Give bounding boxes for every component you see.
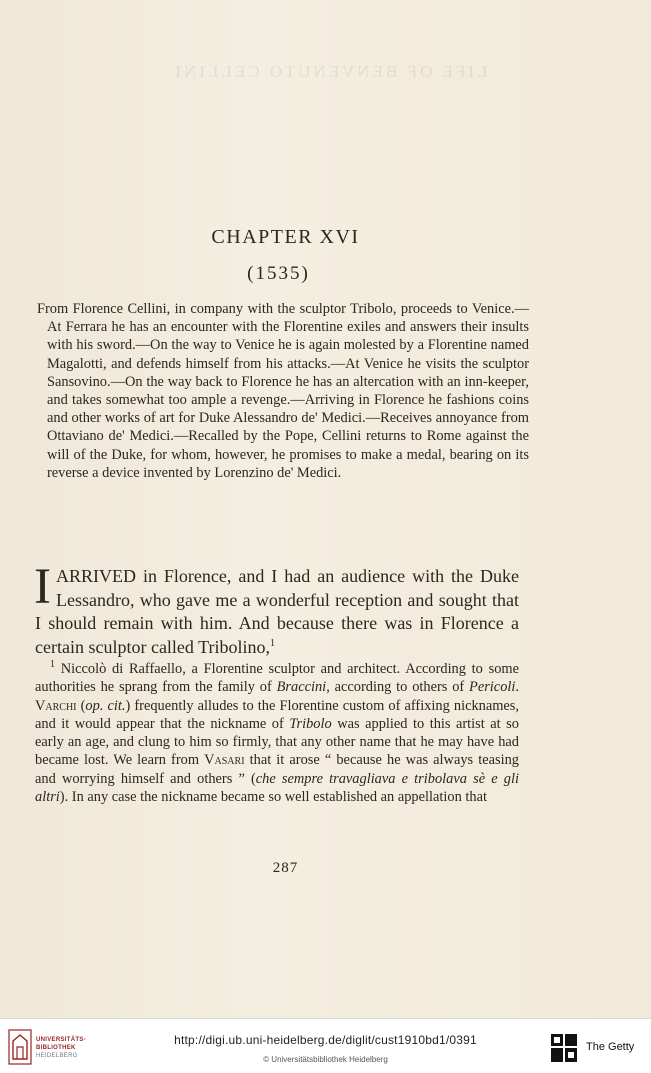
footnote-italic: che sempre travagliava e tribolava sè e gli altri <box>35 770 519 806</box>
footnote-text: that it arose “ because he was always teasing and worrying himself and others ” ( <box>35 752 519 787</box>
footnote-author: Varchi <box>35 697 77 714</box>
footnote-italic: Pericoli <box>469 679 516 696</box>
footnote <box>35 660 519 806</box>
getty-logo-icon[interactable] <box>550 1033 578 1063</box>
footnote-italic: op. cit. <box>85 697 126 714</box>
footnote-text: ( <box>76 697 86 714</box>
institution-line: BIBLIOTHEK <box>36 1045 76 1051</box>
chapter-year: (1535) <box>247 263 310 284</box>
footnote-italic: Braccini <box>276 679 327 696</box>
footnote-reference: 1 <box>269 637 275 649</box>
footnote-text: Niccolò di Raffaello, a Florentine sculptor and architect. According to some authorities he sprang from the family of <box>35 661 519 696</box>
footnote-author: Vasari <box>204 752 245 769</box>
footnote-text: ) frequently alludes to the Florentine custom of affixing nicknames, and it would appear that the nickname of <box>35 697 520 732</box>
copyright-notice: © Universitätsbibliothek Heidelberg <box>263 1055 388 1064</box>
footnote-marker: 1 <box>50 659 55 671</box>
footnote-italic: Tribolo <box>289 715 332 732</box>
footnote-text: was applied to this artist at so early an age, and clung to him so firmly, that any other name that he may have had became lost. We learn from <box>35 715 519 769</box>
footnote-text: ). In any case the nickname became so well established an appellation that <box>59 789 487 806</box>
institution-line: UNIVERSITÄTS- <box>36 1037 86 1043</box>
lead-word: ARRIVED <box>55 566 136 586</box>
bleed-through-text: LIFE OF BENVENUTO CELLINI <box>172 62 488 81</box>
partner-name[interactable]: The Getty <box>586 1041 635 1053</box>
body-text: in Florence, and I had an audience with the Duke Lessandro, who gave me a wonderful reception and sought that I should remain with him. And because there was in Florence a certain sculptor called Tribolino, <box>35 566 519 657</box>
institution-line: HEIDELBERG <box>36 1053 78 1059</box>
footnote-text: . <box>515 679 519 696</box>
drop-cap: I <box>34 559 51 615</box>
chapter-title: CHAPTER XVI <box>211 226 360 248</box>
chapter-summary: From Florence Cellini, in company with the sculptor Tribolo, proceeds to Venice.—At Ferrara he has an encounter with the Florentine exiles and answers their insults with his sword.—On the way to Venice he is again molested by a Florentine named Magalotti, and defends himself from his attacks.—At Venice he visits the sculptor Sansovino.—On the way back to Florence he has an altercation with an inn-keeper, and takes somewhat too ample a revenge.—Arriving in Florence he fashions coins and other works of art for Duke Alessandro de' Medici.—Receives annoyance from Ottaviano de' Medici.—Recalled by the Pope, Cellini returns to Rome against the will of the Duke, for whom, however, he promises to make a medal, bearing on its reverse a device invented by Lorenzino de' Medici. <box>37 301 529 481</box>
permalink-url[interactable]: http://digi.ub.uni-heidelberg.de/diglit/cust1910bd1/0391 <box>174 1033 477 1047</box>
footnote-text: , according to others of <box>326 679 470 696</box>
body-paragraph <box>34 559 519 659</box>
page-number: 287 <box>272 860 299 876</box>
viewer-footer <box>0 1018 651 1073</box>
